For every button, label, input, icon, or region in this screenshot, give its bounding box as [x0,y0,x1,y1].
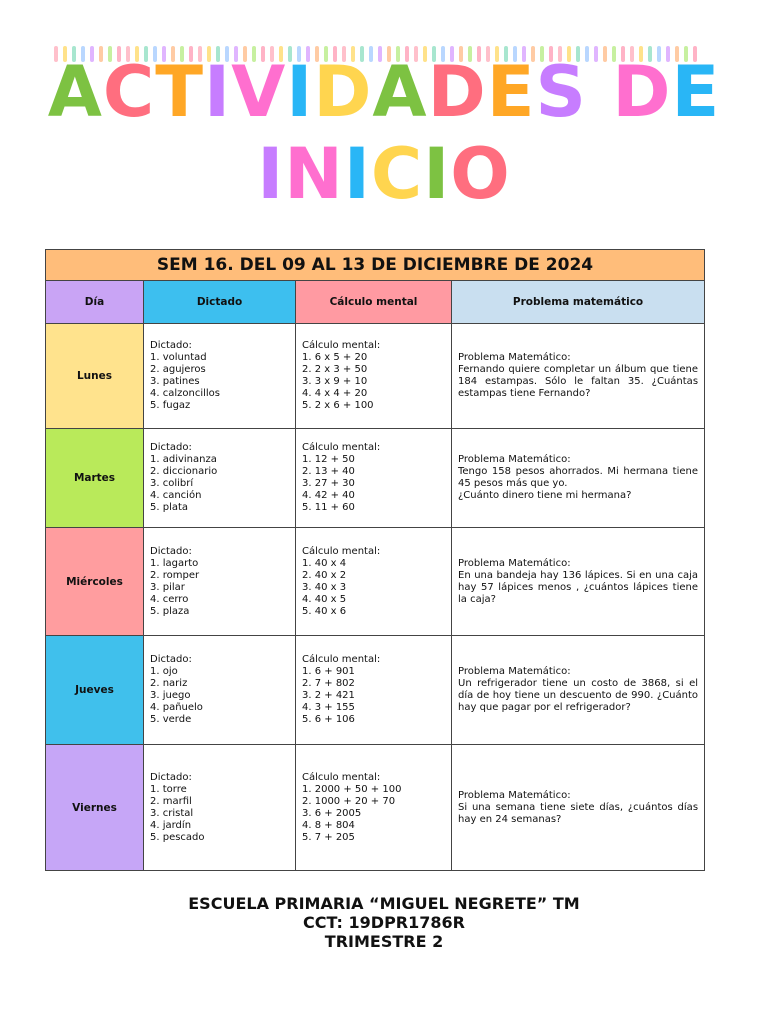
problema-cell [452,528,705,636]
calculo-cell [296,745,452,871]
dictado-cell-line: 1. torre [150,783,187,795]
dictado-cell-line: 5. pescado [150,831,205,843]
title-letter: A [47,51,103,133]
header-calculo-mental: Cálculo mental [296,281,452,324]
dictado-cell-line: 2. marfil [150,795,192,807]
dictado-cell [144,429,296,528]
title-letter: I [423,133,451,215]
title-letter: D [427,51,487,133]
calculo-cell-line: 2. 1000 + 20 + 70 [302,795,396,807]
dictado-cell-line: 1. lagarto [150,557,199,569]
dictado-cell-line: 1. adivinanza [150,454,217,465]
calculo-cell-line: Cálculo mental: [302,654,381,665]
day-cell: Miércoles [46,528,144,636]
dictado-cell [144,745,296,871]
calculo-cell-line: 3. 40 x 3 [302,581,347,593]
day-cell: Martes [46,429,144,528]
calculo-cell-line: Cálculo mental: [302,340,381,351]
title-letter: T [155,51,205,133]
title-letter: E [486,51,536,133]
dictado-cell-line: 4. canción [150,490,202,501]
calculo-cell [296,636,452,745]
calculo-cell-line: 4. 42 + 40 [302,490,355,501]
dictado-cell-line: 5. verde [150,714,192,725]
title-letter: I [343,133,371,215]
school-cct: CCT: 19DPR1786R [303,913,465,932]
dictado-cell-line: 1. voluntad [150,352,207,363]
dictado-cell-line: 4. calzoncillos [150,388,220,399]
problema-cell-line: Tengo 158 pesos ahorrados. Mi hermana tiene 45 pesos más que yo. [458,466,699,489]
dictado-cell-line: 5. fugaz [150,400,191,411]
calculo-cell-line: Cálculo mental: [302,545,381,557]
problema-cell [452,429,705,528]
day-cell: Jueves [46,636,144,745]
dictado-cell [144,528,296,636]
calculo-cell-line: 1. 2000 + 50 + 100 [302,783,402,795]
header-dictado: Dictado [144,281,296,324]
dictado-cell-line: 3. pilar [150,581,185,593]
dictado-cell [144,324,296,429]
title-letter: O [450,133,511,215]
header-dia: Día [46,281,144,324]
dictado-cell-line: 2. romper [150,569,200,581]
title-letter: I [204,51,232,133]
calculo-cell-line: 4. 3 + 155 [302,702,355,713]
week-banner: SEM 16. DEL 09 AL 13 DE DICIEMBRE DE 2024 [46,250,705,281]
problema-cell [452,636,705,745]
calculo-cell-line: 4. 40 x 5 [302,593,347,605]
dictado-cell [144,636,296,745]
calculo-cell-line: 5. 7 + 205 [302,831,355,843]
problema-cell [452,324,705,429]
school-name: ESCUELA PRIMARIA “MIGUEL NEGRETE” TM [188,894,580,913]
dictado-cell-line: 2. nariz [150,678,188,689]
dictado-cell-line: 3. patines [150,376,200,387]
schedule-table [45,249,705,871]
dictado-cell-line: 5. plaza [150,605,190,617]
table-row [46,528,705,636]
calculo-cell-line: 1. 6 + 901 [302,666,355,677]
title-line-1 [0,52,768,132]
dictado-cell-line: Dictado: [150,442,192,453]
problema-cell-line: Fernando quiere completar un álbum que tiene 184 estampas. Sólo le faltan 35. ¿Cuántas estampas tiene Fernando? [458,364,699,399]
calculo-cell-line: Cálculo mental: [302,771,381,783]
title-letter [587,52,612,132]
problema-cell-line: Problema Matemático: [458,454,571,465]
title-letter: I [257,133,285,215]
header-problema-matematico: Problema matemático [452,281,705,324]
table-row [46,745,705,871]
dictado-cell-line: 1. ojo [150,666,178,677]
problema-cell [452,745,705,871]
day-cell: Lunes [46,324,144,429]
dictado-cell-line: 4. cerro [150,593,189,605]
problema-cell-line: Si una semana tiene siete días, ¿cuántos días hay en 24 semanas? [458,801,699,825]
title-letter: D [313,51,373,133]
calculo-cell-line: 1. 6 x 5 + 20 [302,352,368,363]
title-letter: C [370,133,424,215]
calculo-cell-line: Cálculo mental: [302,442,381,453]
title-letter: S [535,51,587,133]
problema-cell-line: Problema Matemático: [458,557,571,569]
dictado-cell-line: Dictado: [150,545,192,557]
calculo-cell-line: 2. 7 + 802 [302,678,355,689]
calculo-cell-line: 3. 2 + 421 [302,690,355,701]
calculo-cell [296,324,452,429]
problema-cell-line: Problema Matemático: [458,789,571,801]
table-row [46,324,705,429]
calculo-cell-line: 3. 3 x 9 + 10 [302,376,368,387]
calculo-cell-line: 2. 13 + 40 [302,466,355,477]
problema-cell-line: Problema Matemático: [458,666,571,677]
title-letter: D [612,51,672,133]
title-letter: C [102,51,156,133]
title-letter: N [284,133,344,215]
dictado-cell-line: Dictado: [150,340,192,351]
calculo-cell [296,528,452,636]
day-cell: Viernes [46,745,144,871]
title-letter: E [671,51,721,133]
title-letter: I [286,51,314,133]
problema-cell-line: ¿Cuánto dinero tiene mi hermana? [458,490,632,501]
calculo-cell-line: 4. 4 x 4 + 20 [302,388,368,399]
trimester: TRIMESTRE 2 [324,932,444,951]
dictado-cell-line: Dictado: [150,771,192,783]
title-letter: A [372,51,428,133]
table-row [46,429,705,528]
dictado-cell-line: 5. plata [150,502,189,513]
calculo-cell-line: 4. 8 + 804 [302,819,355,831]
table-row [46,636,705,745]
problema-cell-line: Problema Matemático: [458,352,571,363]
calculo-cell-line: 2. 2 x 3 + 50 [302,364,368,375]
calculo-cell [296,429,452,528]
dictado-cell-line: 3. juego [150,690,191,701]
problema-cell-line: En una bandeja hay 136 lápices. Si en una caja hay 57 lápices menos , ¿cuántos lápices tiene la caja? [458,569,699,605]
title-line-2 [0,134,768,214]
problema-cell-line: Un refrigerador tiene un costo de 3868, si el día de hoy tiene un descuento de 990. ¿Cuánto hay que pagar por el refrigerador? [458,678,699,713]
calculo-cell-line: 3. 6 + 2005 [302,807,362,819]
dictado-cell-line: 4. jardín [150,819,192,831]
calculo-cell-line: 5. 6 + 106 [302,714,355,725]
calculo-cell-line: 5. 11 + 60 [302,502,355,513]
calculo-cell-line: 5. 40 x 6 [302,605,347,617]
dictado-cell-line: 3. colibrí [150,478,194,489]
calculo-cell-line: 2. 40 x 2 [302,569,347,581]
calculo-cell-line: 3. 27 + 30 [302,478,355,489]
dictado-cell-line: 4. pañuelo [150,702,203,713]
dictado-cell-line: Dictado: [150,654,192,665]
dictado-cell-line: 3. cristal [150,807,194,819]
calculo-cell-line: 1. 40 x 4 [302,557,347,569]
calculo-cell-line: 5. 2 x 6 + 100 [302,400,374,411]
dictado-cell-line: 2. agujeros [150,364,206,375]
calculo-cell-line: 1. 12 + 50 [302,454,355,465]
dictado-cell-line: 2. diccionario [150,466,218,477]
title-letter: V [231,51,287,133]
